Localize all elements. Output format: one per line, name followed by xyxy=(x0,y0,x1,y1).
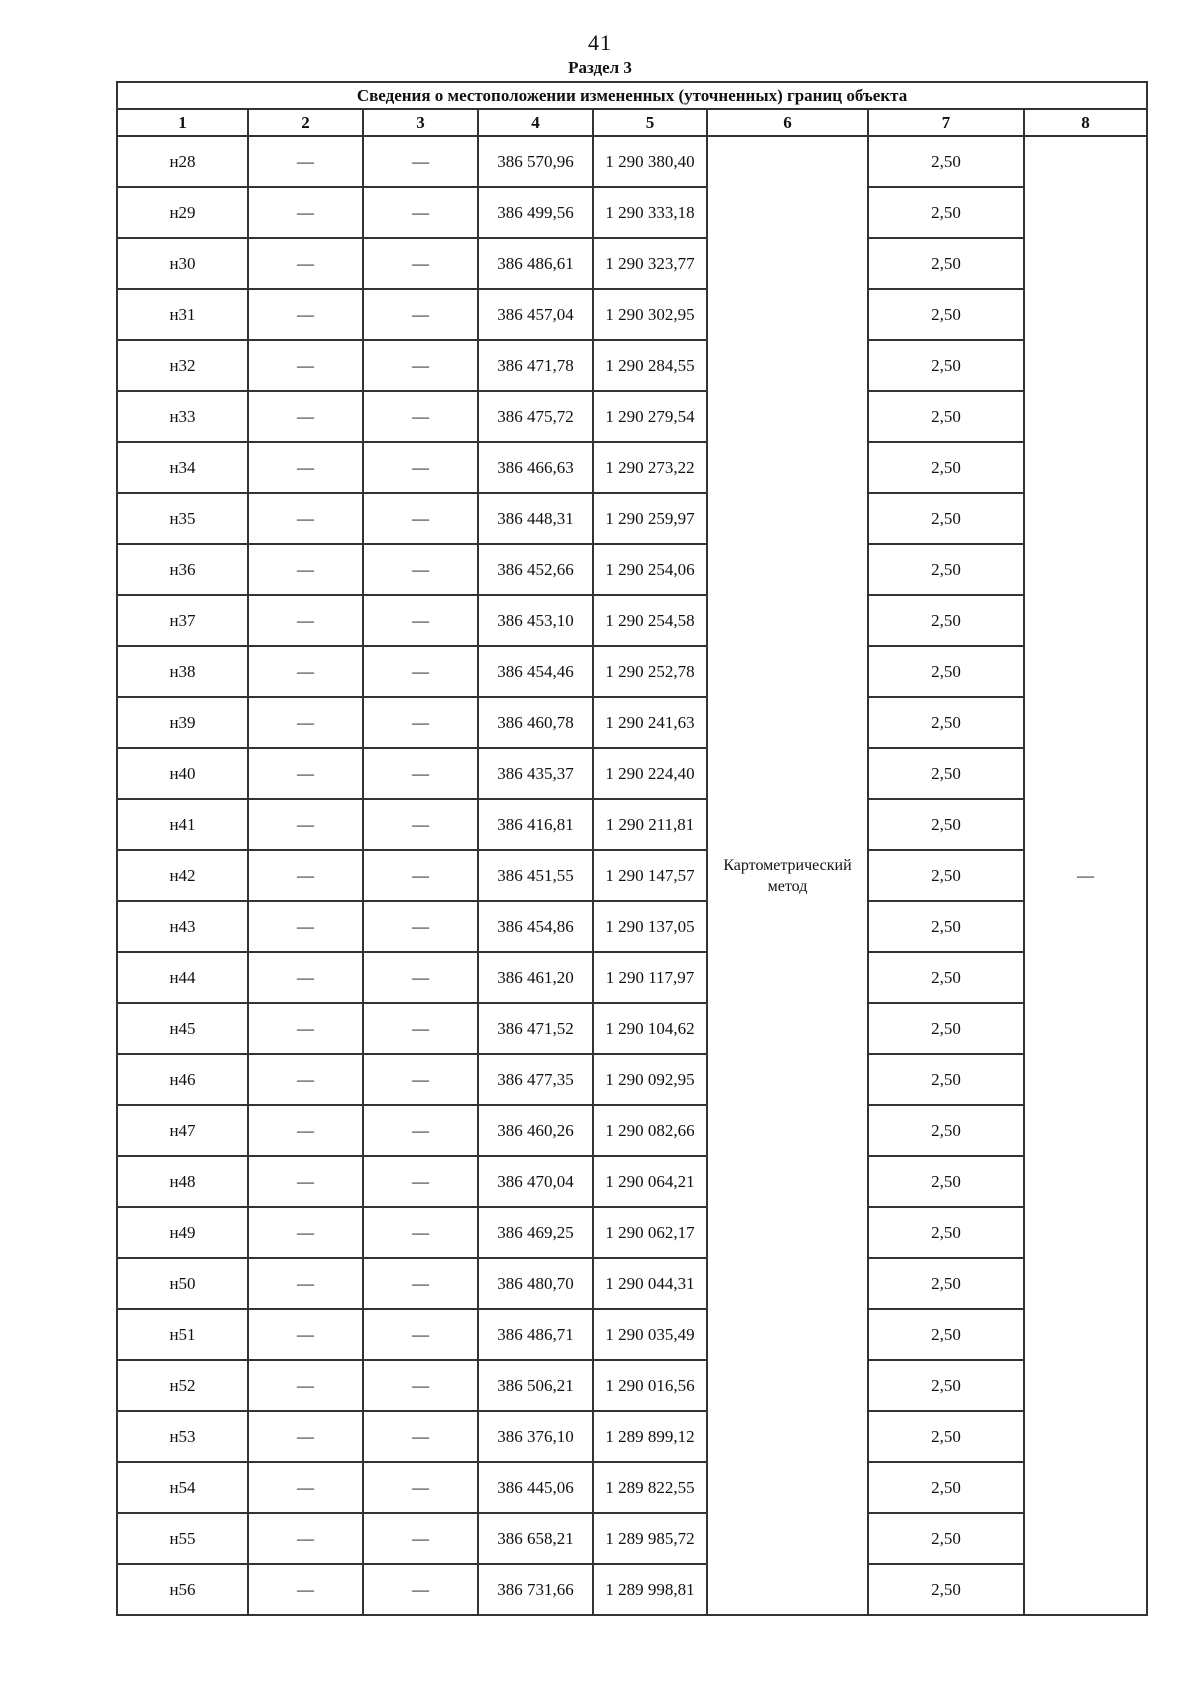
point-cell: н35 xyxy=(117,493,248,544)
accuracy-cell: 2,50 xyxy=(868,1156,1024,1207)
x-coordinate-cell: 386 658,21 xyxy=(478,1513,593,1564)
col3-cell: — xyxy=(363,1105,478,1156)
col2-cell: — xyxy=(248,1054,363,1105)
col3-cell: — xyxy=(363,1054,478,1105)
accuracy-cell: 2,50 xyxy=(868,1411,1024,1462)
point-cell: н30 xyxy=(117,238,248,289)
point-cell: н42 xyxy=(117,850,248,901)
x-coordinate-cell: 386 460,78 xyxy=(478,697,593,748)
col2-cell: — xyxy=(248,850,363,901)
column-number-row xyxy=(117,109,1147,136)
col3-cell: — xyxy=(363,136,478,187)
point-cell: н40 xyxy=(117,748,248,799)
col2-cell: — xyxy=(248,1207,363,1258)
accuracy-cell: 2,50 xyxy=(868,1003,1024,1054)
y-coordinate-cell: 1 290 035,49 xyxy=(593,1309,707,1360)
y-coordinate-cell: 1 289 822,55 xyxy=(593,1462,707,1513)
col3-cell: — xyxy=(363,646,478,697)
col3-cell: — xyxy=(363,850,478,901)
col2-cell: — xyxy=(248,1309,363,1360)
column-number: 7 xyxy=(868,109,1024,136)
table-row xyxy=(117,1003,1147,1054)
y-coordinate-cell: 1 289 985,72 xyxy=(593,1513,707,1564)
table-row xyxy=(117,1411,1147,1462)
y-coordinate-cell: 1 290 016,56 xyxy=(593,1360,707,1411)
col3-cell: — xyxy=(363,1309,478,1360)
column8-cell: — xyxy=(1024,136,1147,1615)
page-number: 41 xyxy=(588,30,612,55)
x-coordinate-cell: 386 448,31 xyxy=(478,493,593,544)
table-row xyxy=(117,187,1147,238)
y-coordinate-cell: 1 290 211,81 xyxy=(593,799,707,850)
y-coordinate-cell: 1 290 252,78 xyxy=(593,646,707,697)
col3-cell: — xyxy=(363,697,478,748)
col2-cell: — xyxy=(248,1513,363,1564)
method-cell: Картометрический метод xyxy=(707,136,868,1615)
table-row xyxy=(117,1309,1147,1360)
accuracy-cell: 2,50 xyxy=(868,1105,1024,1156)
x-coordinate-cell: 386 435,37 xyxy=(478,748,593,799)
table-row xyxy=(117,850,1147,901)
accuracy-cell: 2,50 xyxy=(868,748,1024,799)
accuracy-cell: 2,50 xyxy=(868,391,1024,442)
y-coordinate-cell: 1 289 998,81 xyxy=(593,1564,707,1615)
col3-cell: — xyxy=(363,442,478,493)
col2-cell: — xyxy=(248,187,363,238)
col2-cell: — xyxy=(248,238,363,289)
column-number: 5 xyxy=(593,109,707,136)
accuracy-cell: 2,50 xyxy=(868,289,1024,340)
col2-cell: — xyxy=(248,391,363,442)
col3-cell: — xyxy=(363,187,478,238)
table-row xyxy=(117,544,1147,595)
table-row xyxy=(117,748,1147,799)
accuracy-cell: 2,50 xyxy=(868,544,1024,595)
table-row xyxy=(117,1513,1147,1564)
col2-cell: — xyxy=(248,1411,363,1462)
x-coordinate-cell: 386 486,61 xyxy=(478,238,593,289)
col2-cell: — xyxy=(248,952,363,1003)
x-coordinate-cell: 386 460,26 xyxy=(478,1105,593,1156)
col3-cell: — xyxy=(363,1003,478,1054)
point-cell: н47 xyxy=(117,1105,248,1156)
accuracy-cell: 2,50 xyxy=(868,1309,1024,1360)
column-number: 8 xyxy=(1024,109,1147,136)
col2-cell: — xyxy=(248,442,363,493)
col3-cell: — xyxy=(363,238,478,289)
x-coordinate-cell: 386 475,72 xyxy=(478,391,593,442)
col2-cell: — xyxy=(248,544,363,595)
x-coordinate-cell: 386 416,81 xyxy=(478,799,593,850)
point-cell: н56 xyxy=(117,1564,248,1615)
col2-cell: — xyxy=(248,595,363,646)
point-cell: н50 xyxy=(117,1258,248,1309)
column-number: 2 xyxy=(248,109,363,136)
section-title: Раздел 3 xyxy=(568,58,632,77)
table-row xyxy=(117,1564,1147,1615)
y-coordinate-cell: 1 290 254,06 xyxy=(593,544,707,595)
accuracy-cell: 2,50 xyxy=(868,697,1024,748)
accuracy-cell: 2,50 xyxy=(868,1513,1024,1564)
accuracy-cell: 2,50 xyxy=(868,1462,1024,1513)
point-cell: н34 xyxy=(117,442,248,493)
col3-cell: — xyxy=(363,595,478,646)
col3-cell: — xyxy=(363,1513,478,1564)
col3-cell: — xyxy=(363,901,478,952)
col2-cell: — xyxy=(248,697,363,748)
table-row xyxy=(117,646,1147,697)
point-cell: н32 xyxy=(117,340,248,391)
x-coordinate-cell: 386 471,78 xyxy=(478,340,593,391)
x-coordinate-cell: 386 477,35 xyxy=(478,1054,593,1105)
y-coordinate-cell: 1 290 380,40 xyxy=(593,136,707,187)
col2-cell: — xyxy=(248,1360,363,1411)
y-coordinate-cell: 1 290 323,77 xyxy=(593,238,707,289)
accuracy-cell: 2,50 xyxy=(868,1360,1024,1411)
point-cell: н29 xyxy=(117,187,248,238)
table-row xyxy=(117,136,1147,187)
x-coordinate-cell: 386 499,56 xyxy=(478,187,593,238)
point-cell: н38 xyxy=(117,646,248,697)
accuracy-cell: 2,50 xyxy=(868,646,1024,697)
col2-cell: — xyxy=(248,901,363,952)
column-number: 3 xyxy=(363,109,478,136)
accuracy-cell: 2,50 xyxy=(868,952,1024,1003)
x-coordinate-cell: 386 506,21 xyxy=(478,1360,593,1411)
point-cell: н39 xyxy=(117,697,248,748)
table-row xyxy=(117,799,1147,850)
point-cell: н55 xyxy=(117,1513,248,1564)
x-coordinate-cell: 386 469,25 xyxy=(478,1207,593,1258)
col2-cell: — xyxy=(248,136,363,187)
x-coordinate-cell: 386 376,10 xyxy=(478,1411,593,1462)
table-row xyxy=(117,697,1147,748)
point-cell: н37 xyxy=(117,595,248,646)
point-cell: н48 xyxy=(117,1156,248,1207)
accuracy-cell: 2,50 xyxy=(868,238,1024,289)
x-coordinate-cell: 386 445,06 xyxy=(478,1462,593,1513)
table-row xyxy=(117,340,1147,391)
point-cell: н53 xyxy=(117,1411,248,1462)
point-cell: н31 xyxy=(117,289,248,340)
table-body xyxy=(117,136,1147,1615)
table-row xyxy=(117,595,1147,646)
col3-cell: — xyxy=(363,391,478,442)
accuracy-cell: 2,50 xyxy=(868,187,1024,238)
accuracy-cell: 2,50 xyxy=(868,850,1024,901)
point-cell: н45 xyxy=(117,1003,248,1054)
col2-cell: — xyxy=(248,646,363,697)
col3-cell: — xyxy=(363,289,478,340)
accuracy-cell: 2,50 xyxy=(868,493,1024,544)
y-coordinate-cell: 1 290 254,58 xyxy=(593,595,707,646)
col3-cell: — xyxy=(363,952,478,1003)
point-cell: н44 xyxy=(117,952,248,1003)
col2-cell: — xyxy=(248,1258,363,1309)
table-caption: Сведения о местоположении измененных (уточненных) границ объекта xyxy=(117,82,1147,109)
y-coordinate-cell: 1 289 899,12 xyxy=(593,1411,707,1462)
y-coordinate-cell: 1 290 044,31 xyxy=(593,1258,707,1309)
col3-cell: — xyxy=(363,799,478,850)
y-coordinate-cell: 1 290 259,97 xyxy=(593,493,707,544)
x-coordinate-cell: 386 480,70 xyxy=(478,1258,593,1309)
col3-cell: — xyxy=(363,1156,478,1207)
table-row xyxy=(117,1207,1147,1258)
accuracy-cell: 2,50 xyxy=(868,901,1024,952)
y-coordinate-cell: 1 290 284,55 xyxy=(593,340,707,391)
col2-cell: — xyxy=(248,340,363,391)
col3-cell: — xyxy=(363,1411,478,1462)
col2-cell: — xyxy=(248,799,363,850)
table-row xyxy=(117,289,1147,340)
column-number: 4 xyxy=(478,109,593,136)
point-cell: н46 xyxy=(117,1054,248,1105)
x-coordinate-cell: 386 454,86 xyxy=(478,901,593,952)
y-coordinate-cell: 1 290 241,63 xyxy=(593,697,707,748)
table-row xyxy=(117,1156,1147,1207)
col3-cell: — xyxy=(363,1564,478,1615)
y-coordinate-cell: 1 290 147,57 xyxy=(593,850,707,901)
col2-cell: — xyxy=(248,1462,363,1513)
table-row xyxy=(117,952,1147,1003)
x-coordinate-cell: 386 451,55 xyxy=(478,850,593,901)
col3-cell: — xyxy=(363,544,478,595)
table-row xyxy=(117,1360,1147,1411)
x-coordinate-cell: 386 470,04 xyxy=(478,1156,593,1207)
y-coordinate-cell: 1 290 137,05 xyxy=(593,901,707,952)
x-coordinate-cell: 386 453,10 xyxy=(478,595,593,646)
col3-cell: — xyxy=(363,493,478,544)
point-cell: н54 xyxy=(117,1462,248,1513)
col2-cell: — xyxy=(248,1105,363,1156)
table-row xyxy=(117,493,1147,544)
x-coordinate-cell: 386 466,63 xyxy=(478,442,593,493)
col3-cell: — xyxy=(363,1258,478,1309)
accuracy-cell: 2,50 xyxy=(868,340,1024,391)
accuracy-cell: 2,50 xyxy=(868,1564,1024,1615)
table-row xyxy=(117,238,1147,289)
point-cell: н36 xyxy=(117,544,248,595)
table-row xyxy=(117,1258,1147,1309)
col2-cell: — xyxy=(248,1564,363,1615)
y-coordinate-cell: 1 290 092,95 xyxy=(593,1054,707,1105)
col3-cell: — xyxy=(363,1462,478,1513)
col2-cell: — xyxy=(248,289,363,340)
accuracy-cell: 2,50 xyxy=(868,136,1024,187)
point-cell: н51 xyxy=(117,1309,248,1360)
col3-cell: — xyxy=(363,1360,478,1411)
table-row xyxy=(117,1462,1147,1513)
col2-cell: — xyxy=(248,1156,363,1207)
x-coordinate-cell: 386 457,04 xyxy=(478,289,593,340)
col2-cell: — xyxy=(248,1003,363,1054)
accuracy-cell: 2,50 xyxy=(868,1054,1024,1105)
col3-cell: — xyxy=(363,1207,478,1258)
point-cell: н52 xyxy=(117,1360,248,1411)
point-cell: н41 xyxy=(117,799,248,850)
y-coordinate-cell: 1 290 117,97 xyxy=(593,952,707,1003)
col3-cell: — xyxy=(363,340,478,391)
x-coordinate-cell: 386 486,71 xyxy=(478,1309,593,1360)
column-number: 6 xyxy=(707,109,868,136)
col3-cell: — xyxy=(363,748,478,799)
x-coordinate-cell: 386 452,66 xyxy=(478,544,593,595)
point-cell: н28 xyxy=(117,136,248,187)
coordinates-table xyxy=(116,81,1148,1616)
column-number: 1 xyxy=(117,109,248,136)
accuracy-cell: 2,50 xyxy=(868,595,1024,646)
y-coordinate-cell: 1 290 224,40 xyxy=(593,748,707,799)
point-cell: н43 xyxy=(117,901,248,952)
y-coordinate-cell: 1 290 333,18 xyxy=(593,187,707,238)
y-coordinate-cell: 1 290 104,62 xyxy=(593,1003,707,1054)
x-coordinate-cell: 386 471,52 xyxy=(478,1003,593,1054)
x-coordinate-cell: 386 731,66 xyxy=(478,1564,593,1615)
x-coordinate-cell: 386 461,20 xyxy=(478,952,593,1003)
accuracy-cell: 2,50 xyxy=(868,442,1024,493)
y-coordinate-cell: 1 290 064,21 xyxy=(593,1156,707,1207)
accuracy-cell: 2,50 xyxy=(868,1258,1024,1309)
y-coordinate-cell: 1 290 082,66 xyxy=(593,1105,707,1156)
accuracy-cell: 2,50 xyxy=(868,1207,1024,1258)
table-row xyxy=(117,391,1147,442)
point-cell: н49 xyxy=(117,1207,248,1258)
col2-cell: — xyxy=(248,748,363,799)
table-row xyxy=(117,442,1147,493)
accuracy-cell: 2,50 xyxy=(868,799,1024,850)
x-coordinate-cell: 386 570,96 xyxy=(478,136,593,187)
table-row xyxy=(117,1105,1147,1156)
x-coordinate-cell: 386 454,46 xyxy=(478,646,593,697)
table-row xyxy=(117,901,1147,952)
col2-cell: — xyxy=(248,493,363,544)
y-coordinate-cell: 1 290 273,22 xyxy=(593,442,707,493)
y-coordinate-cell: 1 290 302,95 xyxy=(593,289,707,340)
table-row xyxy=(117,1054,1147,1105)
y-coordinate-cell: 1 290 279,54 xyxy=(593,391,707,442)
point-cell: н33 xyxy=(117,391,248,442)
y-coordinate-cell: 1 290 062,17 xyxy=(593,1207,707,1258)
